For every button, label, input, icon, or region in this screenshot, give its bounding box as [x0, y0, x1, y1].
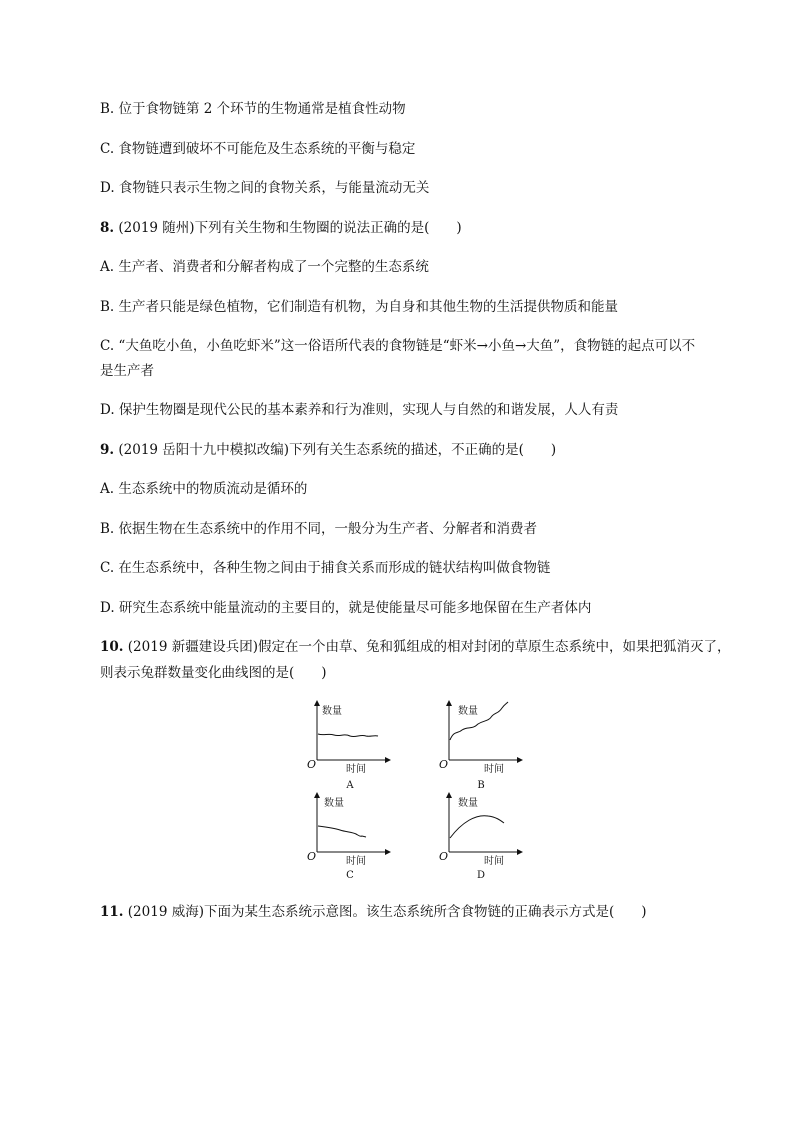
- graph-b-caption: B: [477, 780, 485, 791]
- graph-a-x-arrow: [385, 757, 391, 763]
- graph-b: [432, 700, 532, 780]
- graph-a-xlabel: 时间: [346, 764, 366, 775]
- graph-d-xlabel: 时间: [484, 856, 504, 867]
- graph-a: [300, 700, 400, 780]
- q11-stem: [100, 902, 647, 922]
- q8-number: 8.: [100, 220, 115, 236]
- graph-a-ylabel: 数量: [322, 706, 342, 717]
- graph-b-origin: O: [439, 758, 449, 771]
- graph-b-x-arrow: [517, 757, 523, 763]
- graph-c-x-arrow: [385, 849, 391, 855]
- q7-option-c: C. 食物链遭到破坏不可能危及生态系统的平衡与稳定: [100, 141, 416, 157]
- graph-a-caption: A: [346, 780, 354, 791]
- q8-option-c-line1: C. “大鱼吃小鱼，小鱼吃虾米”这一俗语所代表的食物链是“虾米→小鱼→大鱼”，食物链的起点可以不: [100, 338, 696, 354]
- q11-number: 11.: [100, 904, 124, 920]
- q9-option-c: C. 在生态系统中，各种生物之间由于捕食关系而形成的链状结构叫做食物链: [100, 560, 551, 576]
- q10-stem-text: (2019 新疆建设兵团)假定在一个由草、兔和狐组成的相对封闭的草原生态系统中，如果把狐消灭了，: [123, 639, 731, 655]
- q7-option-b: B. 位于食物链第 2 个环节的生物通常是植食性动物: [100, 101, 406, 117]
- graph-a-origin: O: [307, 758, 317, 771]
- q10-number: 10.: [100, 639, 124, 655]
- q9-number: 9.: [100, 442, 115, 458]
- graph-a-y-arrow: [314, 700, 320, 706]
- graph-d-origin: O: [439, 850, 449, 863]
- graph-c-ylabel: 数量: [324, 798, 344, 809]
- q9-stem-text: (2019 岳阳十九中模拟改编)下列有关生态系统的描述，不正确的是( ): [114, 442, 557, 458]
- q9-stem: [100, 440, 556, 460]
- graph-b-xlabel: 时间: [484, 764, 504, 775]
- graph-b-y-arrow: [446, 700, 452, 706]
- q8-option-c-line2: 是生产者: [100, 363, 154, 379]
- q8-option-a: A. 生产者、消费者和分解者构成了一个完整的生态系统: [100, 259, 429, 275]
- graph-c-origin: O: [307, 850, 317, 863]
- graph-d-y-arrow: [446, 792, 452, 798]
- q9-option-d: D. 研究生态系统中能量流动的主要目的，就是使能量尽可能多地保留在生产者体内: [100, 600, 592, 616]
- graph-d-curve: [450, 816, 504, 838]
- q8-stem: [100, 218, 462, 238]
- q10-stem-line1: [100, 637, 730, 657]
- graph-c-curve: [318, 826, 366, 837]
- graph-b-ylabel: 数量: [458, 706, 478, 717]
- graph-c: [300, 792, 400, 872]
- q10-stem-line2: 则表示兔群数量变化曲线图的是( ): [100, 665, 327, 681]
- q9-option-b: B. 依据生物在生态系统中的作用不同，一般分为生产者、分解者和消费者: [100, 521, 538, 537]
- graph-d-x-arrow: [517, 849, 523, 855]
- q8-stem-text: (2019 随州)下列有关生物和生物圈的说法正确的是( ): [114, 220, 462, 236]
- graph-d-ylabel: 数量: [458, 798, 478, 809]
- q8-option-b: B. 生产者只能是绿色植物，它们制造有机物，为自身和其他生物的生活提供物质和能量: [100, 299, 619, 315]
- q7-option-d: D. 食物链只表示生物之间的食物关系，与能量流动无关: [100, 180, 430, 196]
- q9-option-a: A. 生态系统中的物质流动是循环的: [100, 481, 308, 497]
- graph-a-curve: [318, 734, 378, 737]
- graph-c-y-arrow: [314, 792, 320, 798]
- q11-stem-text: (2019 威海)下面为某生态系统示意图。该生态系统所含食物链的正确表示方式是( ): [123, 904, 647, 920]
- graph-c-caption: C: [346, 870, 354, 881]
- q8-option-d: D. 保护生物圈是现代公民的基本素养和行为准则，实现人与自然的和谐发展，人人有责: [100, 402, 619, 418]
- graph-d-caption: D: [476, 870, 486, 881]
- graph-d: [432, 792, 532, 872]
- graph-c-xlabel: 时间: [346, 856, 366, 867]
